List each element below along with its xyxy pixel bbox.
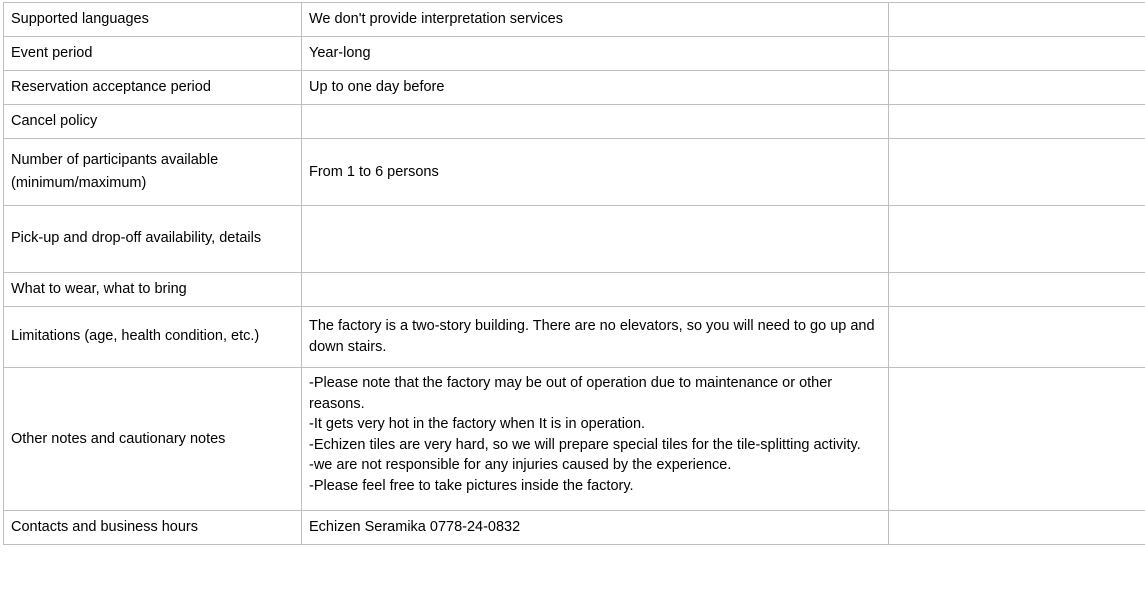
- row-extra: [889, 37, 1145, 71]
- row-label: Limitations (age, health condition, etc.): [4, 307, 302, 368]
- table-row: [4, 206, 1145, 273]
- row-value: Year-long: [302, 37, 889, 71]
- table-row: [4, 511, 1145, 545]
- row-value: We don't provide interpretation services: [302, 3, 889, 37]
- row-extra: [889, 3, 1145, 37]
- row-extra: [889, 71, 1145, 105]
- table-row: [4, 273, 1145, 307]
- row-extra: [889, 368, 1145, 511]
- row-label: Cancel policy: [4, 105, 302, 139]
- row-value: The factory is a two-story building. There are no elevators, so you will need to go up and down stairs.: [302, 307, 889, 368]
- table-row: [4, 139, 1145, 206]
- row-label: Reservation acceptance period: [4, 71, 302, 105]
- row-extra: [889, 511, 1145, 545]
- row-label: Contacts and business hours: [4, 511, 302, 545]
- row-extra: [889, 139, 1145, 206]
- row-label: Event period: [4, 37, 302, 71]
- row-value: [302, 105, 889, 139]
- row-label: Other notes and cautionary notes: [4, 368, 302, 511]
- row-label: Number of participants available (minimum/maximum): [4, 139, 302, 206]
- row-value: [302, 206, 889, 273]
- row-value: [302, 273, 889, 307]
- table-row: [4, 3, 1145, 37]
- table-row: [4, 37, 1145, 71]
- row-extra: [889, 273, 1145, 307]
- row-value: -Please note that the factory may be out of operation due to maintenance or other reasons. -It gets very hot in the factory when It is in operation. -Echizen tiles are very hard, so we will prepare special tiles for the tile-splitting activity. -we are not responsible for any injuries caused by the experience. -Please feel free to take pictures inside the factory.: [302, 368, 889, 511]
- row-label: Supported languages: [4, 3, 302, 37]
- row-extra: [889, 206, 1145, 273]
- row-value: Echizen Seramika 0778-24-0832: [302, 511, 889, 545]
- row-label: What to wear, what to bring: [4, 273, 302, 307]
- table-body: [4, 3, 1145, 545]
- row-label: Pick-up and drop-off availability, details: [4, 206, 302, 273]
- row-extra: [889, 105, 1145, 139]
- row-value: From 1 to 6 persons: [302, 139, 889, 206]
- table-row: [4, 307, 1145, 368]
- row-extra: [889, 307, 1145, 368]
- table-row: [4, 71, 1145, 105]
- document-sheet: [0, 2, 1145, 545]
- table-row: [4, 368, 1145, 511]
- table-row: [4, 105, 1145, 139]
- experience-details-table: [3, 2, 1145, 545]
- row-value: Up to one day before: [302, 71, 889, 105]
